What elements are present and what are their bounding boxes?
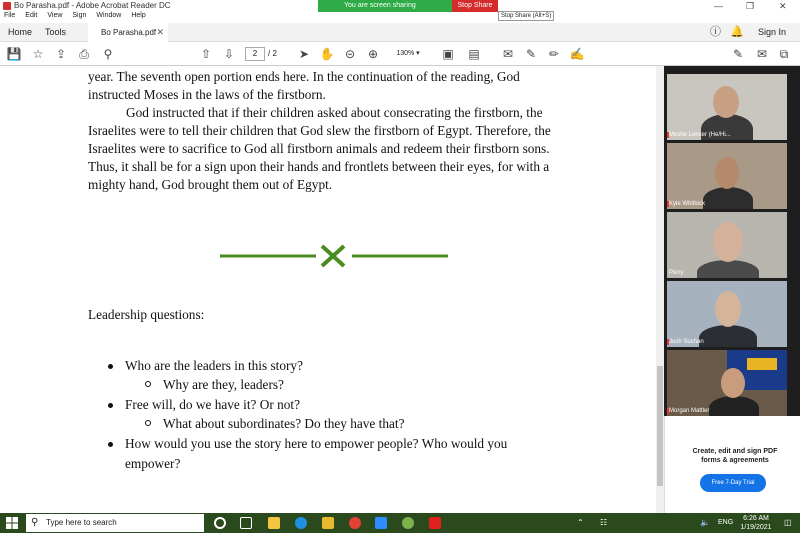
system-clock[interactable]: 6:26 AM 1/19/2021 — [740, 515, 772, 531]
sub-bullet-ring — [145, 381, 151, 387]
save-icon[interactable]: 💾 — [6, 47, 22, 61]
participant-head — [715, 157, 739, 189]
sign-in-link[interactable]: Sign In — [758, 27, 787, 37]
xbox-icon[interactable] — [402, 517, 414, 529]
print-icon[interactable]: ⎙ — [79, 47, 89, 61]
toolbar — [0, 42, 800, 66]
network-icon[interactable]: ☷ — [600, 518, 608, 527]
participant-body — [703, 187, 753, 209]
draw-icon[interactable]: ✏ — [548, 47, 560, 61]
taskbar-search-input[interactable]: ⚲ Type here to search — [26, 514, 204, 532]
video-tile[interactable] — [667, 350, 787, 416]
mail-icon[interactable]: ✉ — [756, 47, 768, 61]
search-icon: ⚲ — [31, 517, 39, 528]
participant-name: Perry — [669, 270, 684, 276]
menu-view[interactable]: View — [47, 12, 63, 19]
help-icon[interactable]: ⓘ — [710, 26, 721, 38]
zoom-select[interactable]: 130% ▾ — [396, 50, 420, 57]
participant-name: Josh Sushan — [669, 339, 704, 345]
fit-page-icon[interactable]: ▣ — [442, 47, 454, 61]
bullet-dot — [108, 442, 113, 447]
section-title: Leadership questions: — [88, 307, 205, 322]
scroll-thumb[interactable] — [657, 366, 663, 486]
bookmark-star-icon[interactable]: ☆ — [32, 47, 44, 61]
stop-share-tooltip: Stop Share (Alt+S) — [498, 11, 554, 21]
menu-help[interactable]: Help — [131, 12, 146, 19]
menu-bar — [0, 12, 800, 23]
video-tile[interactable] — [667, 212, 787, 278]
prev-page-icon[interactable]: ⇧ — [200, 47, 212, 61]
minimize-icon[interactable]: — — [714, 1, 723, 11]
menu-edit[interactable]: Edit — [25, 12, 38, 19]
comment-icon[interactable]: ✉ — [502, 47, 514, 61]
video-tile[interactable] — [667, 281, 787, 347]
next-page-icon[interactable]: ⇩ — [223, 47, 235, 61]
pdf-page[interactable] — [0, 66, 656, 513]
volume-icon[interactable]: 🔈 — [700, 518, 710, 527]
bullet-dot — [108, 364, 113, 369]
free-trial-button[interactable]: Free 7-Day Trial — [700, 474, 766, 492]
close-tab-icon[interactable]: ✕ — [156, 27, 164, 37]
file-explorer-icon[interactable] — [268, 517, 280, 529]
select-cursor-icon[interactable]: ➤ — [298, 47, 310, 61]
scroll-mode-icon[interactable]: ▤ — [468, 47, 480, 61]
zoom-in-icon[interactable]: ⊕ — [367, 47, 379, 61]
highlight-icon[interactable]: ✎ — [525, 47, 537, 61]
participant-name: Moshe Lencer (He/Hi... — [669, 132, 731, 138]
windows-start-icon[interactable] — [6, 517, 18, 529]
acrobat-taskbar-icon[interactable] — [429, 517, 441, 529]
participant-body — [697, 260, 759, 278]
hand-tool-icon[interactable]: ✋ — [319, 47, 335, 61]
sticky-notes-icon[interactable] — [322, 517, 334, 529]
participant-head — [713, 222, 743, 262]
bullet-2: Free will, do we have it? Or not? — [125, 397, 301, 412]
tab-tools[interactable]: Tools — [45, 27, 67, 37]
screen-share-bar — [318, 0, 498, 12]
notifications-icon[interactable]: ◫ — [784, 518, 792, 527]
tab-home[interactable]: Home — [8, 27, 33, 37]
bullet-dot — [108, 403, 113, 408]
taskbar — [0, 513, 800, 533]
acrobat-icon — [3, 2, 11, 10]
bell-icon[interactable]: 🔔 — [730, 26, 744, 38]
chrome-icon[interactable] — [349, 517, 361, 529]
share-icon[interactable]: ⧉ — [779, 47, 789, 61]
tab-document[interactable]: Bo Parasha.pdf ✕ — [88, 23, 168, 42]
zoom-out-icon[interactable]: ⊝ — [344, 47, 356, 61]
menu-file[interactable]: File — [4, 12, 16, 19]
sub-bullet-ring — [145, 420, 151, 426]
bullet-3: How would you use the story here to empower people? Who would you — [125, 436, 508, 451]
upload-icon[interactable]: ⇪ — [55, 47, 67, 61]
share-status: You are screen sharing — [344, 2, 416, 9]
task-view-icon[interactable] — [240, 517, 252, 529]
bullet-2a: What about subordinates? Do they have that? — [163, 416, 405, 431]
video-tile[interactable] — [667, 143, 787, 209]
maximize-icon[interactable]: ❐ — [746, 1, 755, 11]
participant-head — [713, 86, 739, 118]
video-panel — [664, 66, 800, 416]
bullet-1a: Why are they, leaders? — [163, 377, 284, 392]
stop-share-button[interactable]: Stop Share — [452, 0, 498, 12]
promo-panel — [664, 416, 800, 513]
page-total: / 2 — [268, 49, 277, 58]
page-number-input[interactable]: 2 — [245, 47, 265, 61]
window-title: Bo Parasha.pdf - Adobe Acrobat Reader DC — [14, 1, 171, 10]
close-icon[interactable]: ✕ — [779, 1, 787, 11]
cortana-icon[interactable] — [214, 517, 226, 529]
section-divider — [218, 242, 450, 270]
participant-body — [699, 325, 757, 347]
paragraph-2: God instructed that if their children asked about consecrating the firstborn, the Israelites were to tell their children that God slew the firstborn of Egypt. Therefore, the Israelites were to sacrifice to God all firstborn animals and redeem their firstborn sons. Thus, it shall be for a sign upon their hands and frontlets between their eyes, for with a mighty hand, God brought them out of Egypt. — [88, 105, 551, 192]
fill-sign-icon[interactable]: ✍ — [569, 47, 585, 61]
participant-name: Morgan Mattler — [669, 408, 710, 414]
participant-head — [715, 291, 741, 327]
scrollbar[interactable] — [656, 66, 664, 513]
participant-body — [709, 396, 759, 416]
menu-sign[interactable]: Sign — [72, 12, 87, 19]
bullet-3-cont: empower? — [125, 456, 181, 471]
bullet-1: Who are the leaders in this story? — [125, 358, 303, 373]
menu-window[interactable]: Window — [96, 12, 122, 19]
edit-pdf-icon[interactable]: ✎ — [732, 47, 744, 61]
language-indicator[interactable]: ENG — [718, 519, 734, 526]
zoom-icon[interactable] — [375, 517, 387, 529]
edge-icon[interactable] — [295, 517, 307, 529]
paragraph-1: year. The seventh open portion ends here. In the continuation of the reading, God instructed Moses in the laws of the firstborn. — [88, 69, 520, 102]
flag-stripe — [747, 358, 777, 370]
promo-title: Create, edit and sign PDF forms & agreements — [692, 448, 778, 464]
tab-row — [0, 23, 800, 42]
video-tile[interactable] — [667, 74, 787, 140]
participant-name: Kyle Whitlock — [669, 201, 706, 207]
search-icon[interactable]: ⚲ — [103, 47, 113, 61]
chevron-up-icon[interactable]: ⌃ — [577, 518, 584, 527]
participant-head — [721, 368, 745, 398]
